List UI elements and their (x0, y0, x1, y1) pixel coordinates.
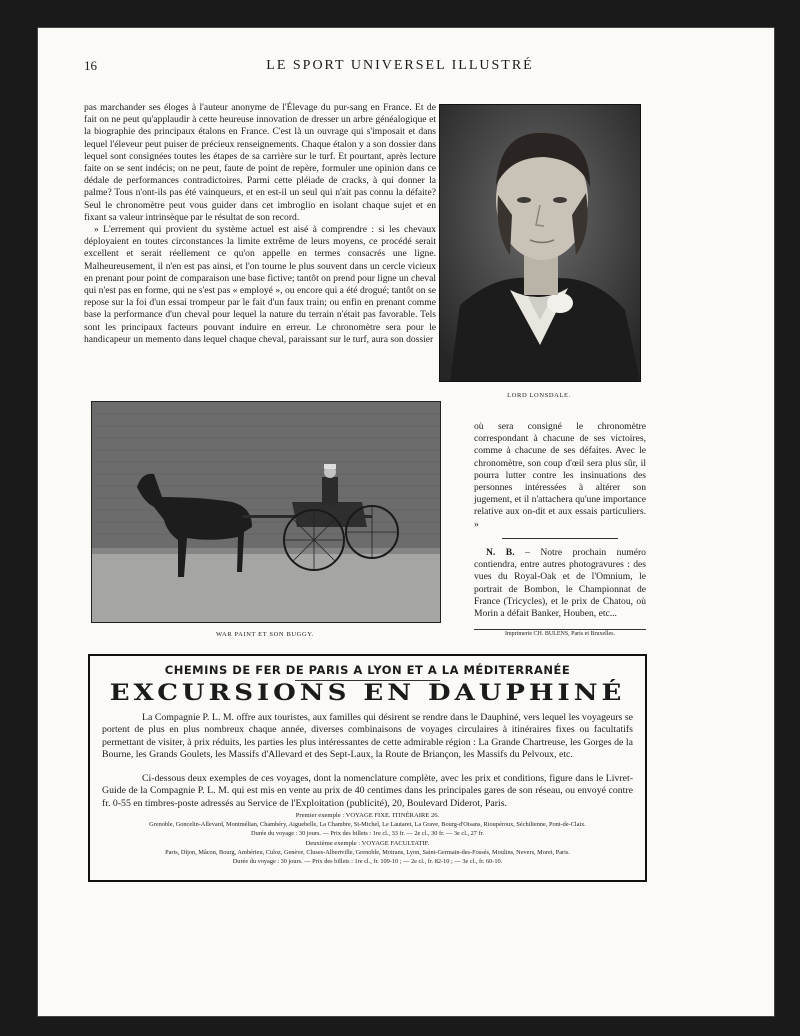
ad-example-2-route: Paris, Dijon, Mâcon, Bourg, Ambérieu, Culoz, Genève, Cluses-Albertville, Grenoble, Moirans, Lyon, Saint-Germain-des-Fossés, Moulins, Nevers, Moret, Paris. (165, 849, 570, 856)
section-divider (502, 538, 618, 539)
portrait-image (440, 105, 640, 381)
nb-note (474, 547, 646, 620)
horse-buggy-photo (91, 401, 441, 623)
article-paragraph: où sera consigné le chronomètre correspondant à chacune de ses victoires, comme à chacune de ses défaites. Avec le chronomètre, son coup d'œil sera plus sûr, il pourra lutter contre les insinuations des personnes intéressées à altérer son jugement, et il n'attachera qu'une importance relative aux on-dit et aux essais particuliers. » (474, 421, 646, 530)
ad-example-1-price: Durée du voyage : 30 jours. — Prix des billets : 1re cl., 33 fr. — 2e cl., 30 fr. — 3e cl., 27 fr. (251, 830, 484, 837)
portrait-photo (439, 104, 641, 382)
railway-advertisement (88, 654, 647, 882)
running-title: LE SPORT UNIVERSEL ILLUSTRÉ (266, 58, 534, 73)
ad-example-1-label: Premier exemple : VOYAGE FIXE. ITINÉRAIRE 26. (295, 812, 440, 819)
ad-paragraph-1: La Compagnie P. L. M. offre aux touristes, aux familles qui désirent se rendre dans le Dauphiné, vers lequel les voyageurs se portent de plus en plus nombreux chaque année, diverses combinaisons de voyages circulaires à itinéraires fixes ou facultatifs permettant de visiter, à prix réduits, les parties les plus intéressantes de cette admirable région : La Grande Chartreuse, les Gorges de la Bourne, les Grands Goulets, les Massifs d'Allevard et des Sept-Laux, la Route de Briançon, les Massifs du Pelvoux, etc. (102, 712, 633, 761)
printer-credit: Imprimerie CH. BULENS, Paris et Bruxelles. (505, 631, 615, 637)
article-column-top (84, 102, 436, 346)
ad-title: EXCURSIONS EN DAUPHINÉ (109, 680, 626, 706)
ad-example-1-route: Grenoble, Goncelin-Allevard, Montmélian, Chambéry, Aiguebelle, La Chambre, St-Michel, Le Lautaret, La Grave, Bourg-d'Oisans, Rioupéroux, Séchilienne, Pont-de-Claix. (149, 821, 586, 828)
horse-buggy-image (92, 402, 440, 622)
article-continuation (474, 421, 646, 531)
ad-example-2-price: Durée du voyage : 30 jours. — Prix des billets : 1re cl., fr. 109-10 ; — 2e cl., fr. 82-10 ; — 3e cl., fr. 60-10. (232, 858, 503, 865)
article-paragraph: » L'errement qui provient du système actuel est aisé à comprendre : si les chevaux déployaient en toutes circonstances la limite extrême de leurs moyens, ce procédé serait excellent et serait réellement ce qu'on appelle en termes consacrés une ligne. Malheureusement, il n'en est pas ainsi, et l'on tourne le plus souvent dans un cercle vicieux en prenant pour point de comparaison une base fictive; tantôt on prend pour ligne un cheval qui n'est pas en forme, qui ne s'est pas « employé », ou encore qui a été drogué; tantôt on se repose sur la foi d'un essai trompeur par le fait d'un faux train; ou enfin en prenant comme base la performance d'un cheval pour lequel la nature du terrain n'était pas favorable. Tels sont les principaux facteurs pouvant induire en erreur. Le chronomètre sera pour le handicapeur un memento dans lequel chaque cheval, paraissant sur le turf, aura son dossier (84, 224, 436, 345)
printer-divider (474, 629, 646, 630)
nb-text: – Notre prochain numéro contiendra, entre autres photogravures : des vues du Royal-Oak et de l'Omnium, le portrait de Bombon, le Championnat de France (Tricycles), et le prix de Chatou, où Morin a défait Banker, Houben, etc... (474, 547, 646, 620)
photo-caption: WAR PAINT ET SON BUGGY. (216, 631, 314, 638)
nb-label: N. B. (486, 547, 515, 558)
page-number: 16 (84, 58, 97, 73)
portrait-caption: LORD LONSDALE. (507, 392, 571, 399)
ad-paragraph-2: Ci-dessous deux exemples de ces voyages, dont la nomenclature complète, avec les prix et conditions, figure dans le Livret-Guide de la Compagnie P. L. M. qui est mis en vente au prix de 40 centimes dans les principales gares de son réseau, ou envoyé contre fr. 0-55 en timbres-poste adressés au Service de l'Exploitation (publicité), 20, Boulevard Diderot, Paris. (102, 773, 633, 809)
ad-railway-name: CHEMINS DE FER DE PARIS A LYON ET A LA MÉDITERRANÉE (164, 663, 571, 677)
ad-example-2-label: Deuxième exemple : VOYAGE FACULTATIF. (305, 840, 430, 847)
article-paragraph: pas marchander ses éloges à l'auteur anonyme de l'Élevage du pur-sang en France. Et de fait on ne peut qu'applaudir à cette heureuse innovation de dresser un arbre généalogique et la biographie des principaux étalons en France. C'est là un ouvrage qui s'imposait et dans lequel l'éleveur peut puiser de précieux renseignements. Chaque étalon y a son dossier dans lequel sont consignées toutes les étapes de sa carrière sur le turf. Et pourtant, après lecture faite on se sent indécis; on ne peut, faute de point de repère, formuler une opinion dans ce dédale de performances contradictoires. Parmi cette pléiade de cracks, à qui donner la palme? Tous n'ont-ils pas été vainqueurs, et en est-il un seul qui n'ait pas connu la défaite? Seul le chronomètre peut vous guider dans cet imbroglio en isolant chaque sujet et en fixant sa valeur intrinsèque par le résultat de son record. (84, 102, 436, 223)
